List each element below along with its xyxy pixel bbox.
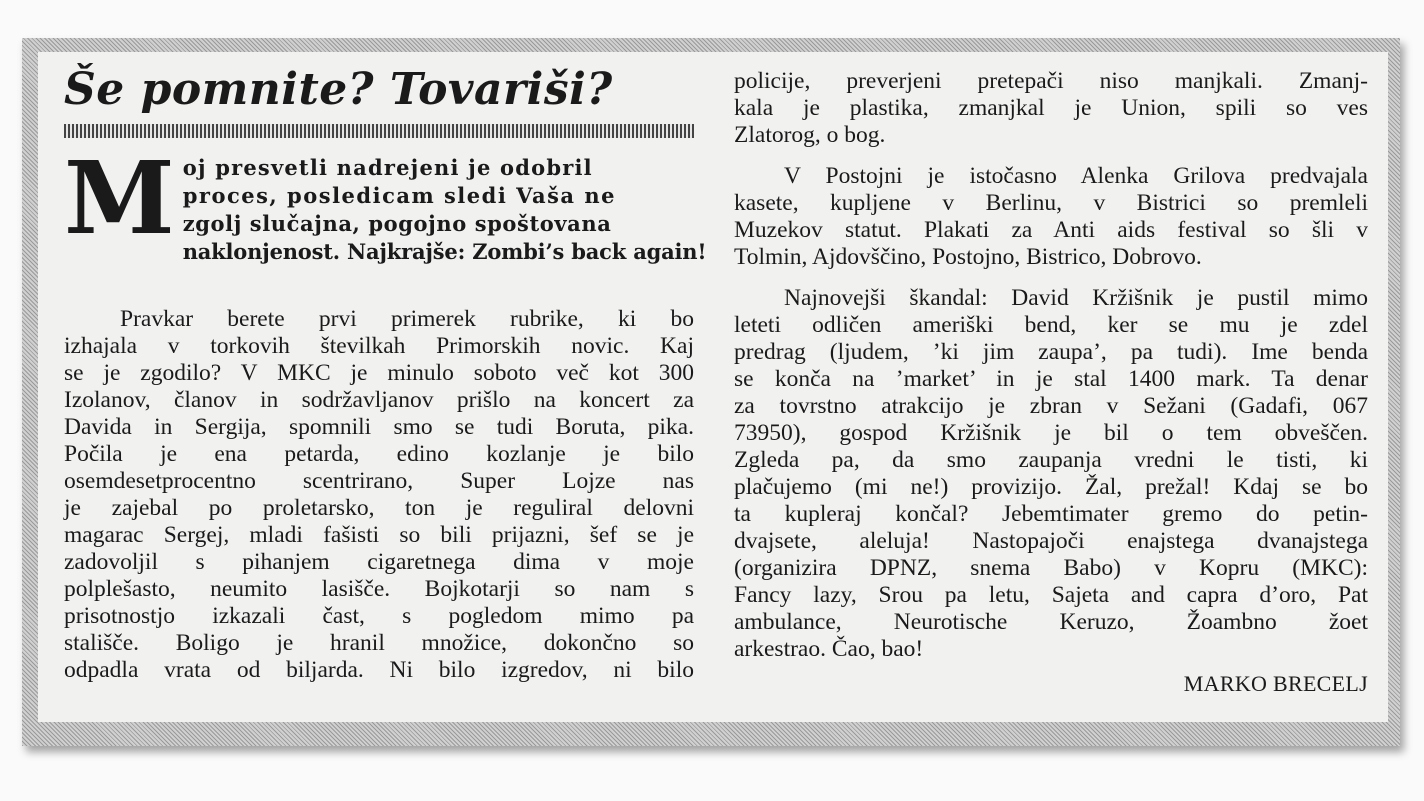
text-line: prisotnostjo izkazali čast, s pogledom mimo pa (64, 603, 694, 629)
text-line: Zgleda pa, da smo zaupanja vredni le tisti, ki (734, 447, 1368, 473)
text-line: odpadla vrata od biljarda. Ni bilo izgredov, ni bilo (64, 657, 694, 683)
text-line: Izolanov, članov in sodržavljanov prišlo na koncert za (64, 387, 694, 413)
text-line: kasete, kupljene v Berlinu, v Bistrici so premleli (734, 190, 1368, 216)
lead-line: zgolj slučajna, pogojno spoštovana (182, 211, 612, 236)
text-line: za tovrstno atrakcijo je zbran v Sežani (Gadafi, 067 (734, 393, 1368, 419)
lead-line: oj presvetli nadrejeni je odobril (182, 155, 593, 180)
text-line: zadovoljil s pihanjem cigaretnega dima v moje (64, 549, 694, 575)
text-line: ta kupleraj končal? Jebemtimater gremo do petin- (734, 501, 1368, 527)
text-line: kala je plastika, zmanjkal je Union, spili so ves (734, 95, 1368, 121)
text-line: arkestrao. Čao, bao! (734, 636, 924, 662)
lead-dropcap: M (64, 139, 175, 257)
right-column (734, 68, 1368, 697)
text-line: osemdesetprocentno scentrirano, Super Lojze nas (64, 468, 694, 494)
text-line: Počila je ena petarda, edino kozlanje je bilo (64, 441, 694, 467)
headline-rule (64, 124, 694, 138)
text-line: izhajala v torkovih številkah Primorskih novic. Kaj (64, 333, 694, 359)
lead-line: naklonjenost. Najkrajše: Zombi’s back again! (182, 239, 707, 264)
text-line: Pravkar berete prvi primerek rubrike, ki bo (120, 306, 694, 332)
right-paragraph-3 (734, 285, 1368, 663)
text-line: se konča na ’market’ in je stal 1400 mark. Ta denar (734, 366, 1368, 392)
text-line: polplešasto, neumito lasišče. Bojkotarji so nam s (64, 576, 694, 602)
text-line: je zajebal po proletarsko, ton je reguliral delovni (64, 495, 694, 521)
article-lead (64, 139, 707, 266)
author-signature: MARKO BRECELJ (1183, 671, 1368, 696)
text-line: Muzekov statut. Plakati za Anti aids festival so šli v (734, 217, 1368, 243)
text-line: leteti odličen ameriški bend, ker se mu je zdel (734, 312, 1368, 338)
text-line: predrag (ljudem, ’ki jim zaupa’, pa tudi). Ime benda (734, 339, 1368, 365)
right-paragraph-1 (734, 68, 1368, 149)
text-line: plačujemo (mi ne!) provizijo. Žal, prežal! Kdaj se bo (734, 474, 1368, 500)
text-line: 73950), gospod Kržišnik je bil o tem obveščen. (734, 420, 1368, 446)
text-line: Zlatorog, o bog. (734, 122, 886, 148)
left-body-text (64, 306, 694, 684)
lead-line: proces, posledicam sledi Vaša ne (182, 183, 616, 208)
text-line: ambulance, Neurotische Keruzo, Žoambno žoet (734, 609, 1368, 635)
right-paragraph-2 (734, 163, 1368, 271)
text-line: Fancy lazy, Srou pa letu, Sajeta and capra d’oro, Pat (734, 582, 1368, 608)
text-line: V Postojni je istočasno Alenka Grilova predvajala (784, 163, 1368, 189)
text-line: (organizira DPNZ, snema Babo) v Kopru (MKC): (734, 555, 1368, 581)
left-column (64, 62, 707, 684)
text-line: se je zgodilo? V MKC je minulo soboto več kot 300 (64, 360, 694, 386)
text-line: stališče. Boligo je hranil množice, dokončno so (64, 630, 694, 656)
text-line: Davida in Sergija, spomnili smo se tudi Boruta, pika. (64, 414, 694, 440)
text-line: policije, preverjeni pretepači niso manjkali. Zmanj- (734, 68, 1368, 94)
text-line: Najnovejši škandal: David Kržišnik je pustil mimo (784, 285, 1368, 311)
text-line: magarac Sergej, mladi fašisti so bili prijazni, šef se je (64, 522, 694, 548)
article-headline: Še pomnite? Tovariši? (64, 64, 613, 115)
text-line: dvajsete, aleluja! Nastopajoči enajstega dvanajstega (734, 528, 1368, 554)
text-line: Tolmin, Ajdovščino, Postojno, Bistrico, Dobrovo. (734, 244, 1202, 270)
